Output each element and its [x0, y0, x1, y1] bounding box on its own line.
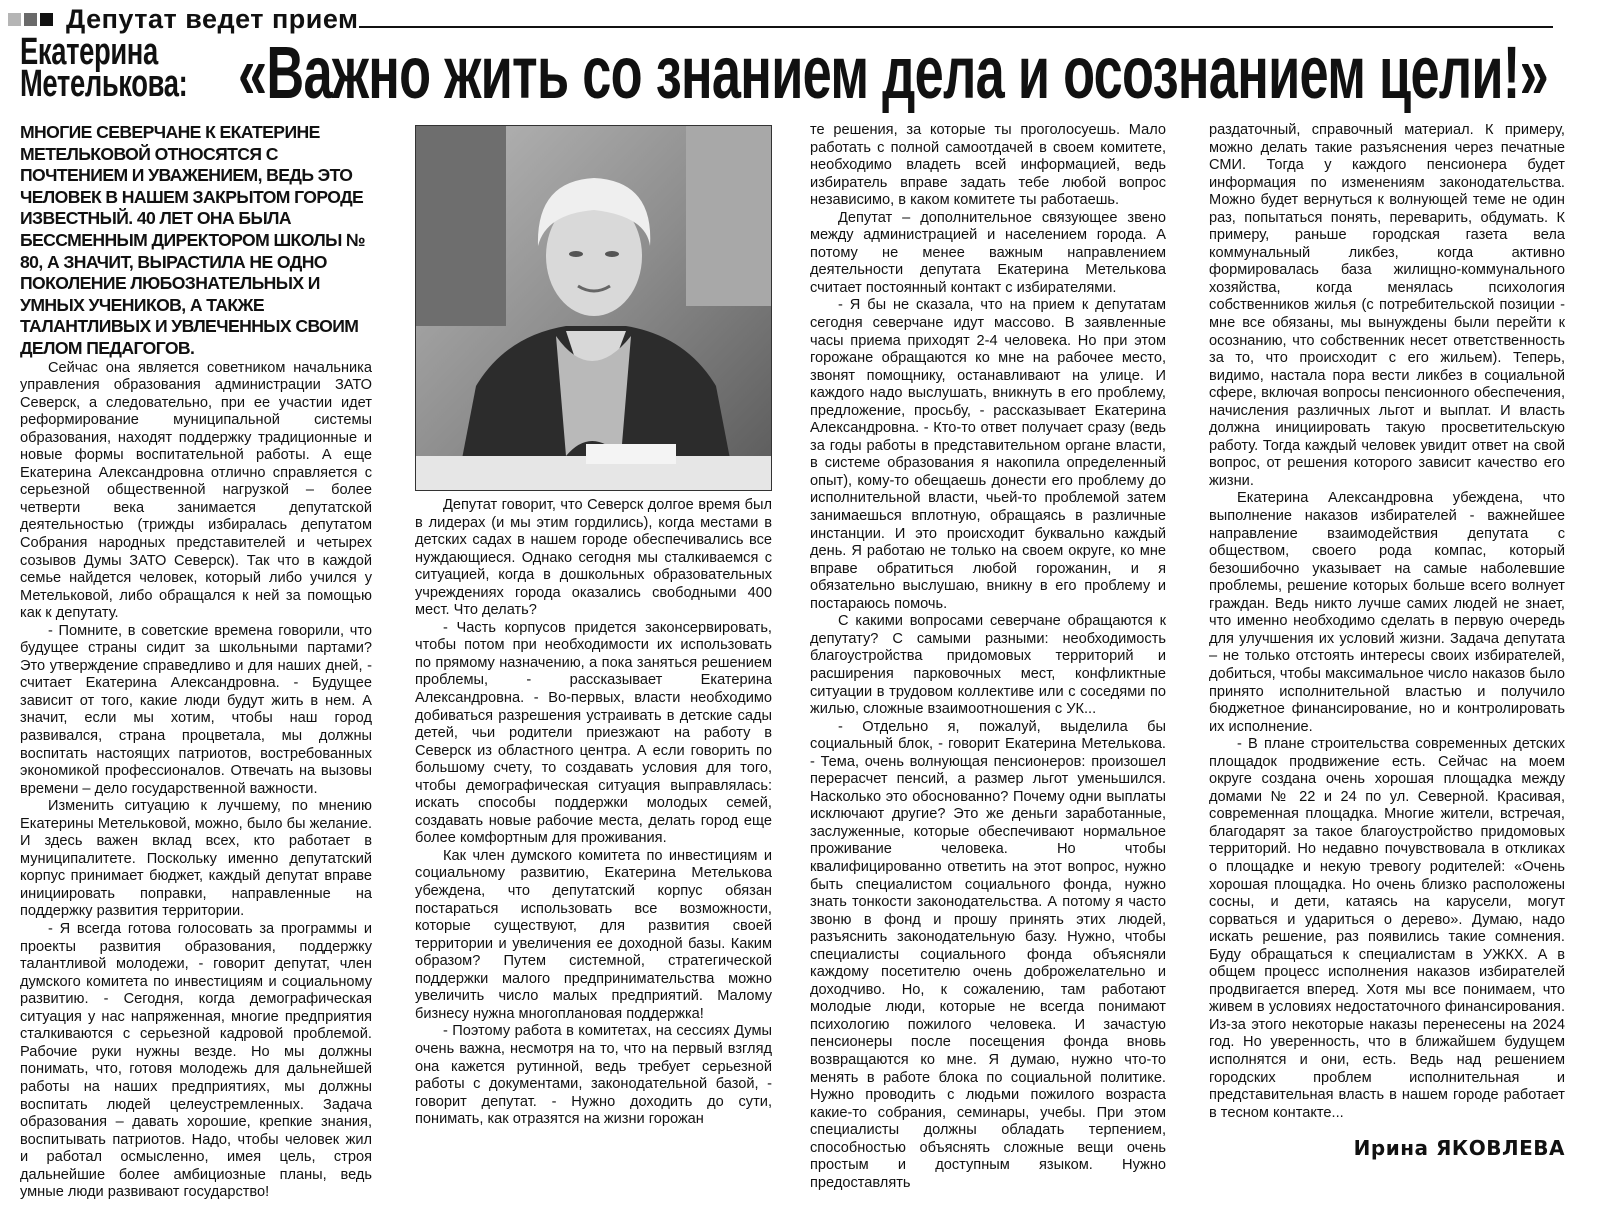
- article-paragraph: Депутат говорит, что Северск долгое время был в лидерах (и мы этим гордились), когда местами в детских садах в нашем городе обеспечивались все нуждающиеся. Однако сегодня мы сталкиваемся с ситуацией, когда в дошкольных образовательных учреждениях города оказались свободными 400 мест. Что делать?: [415, 497, 772, 619]
- article-column-4: [1209, 122, 1565, 1122]
- portrait-photo-icon: [416, 126, 771, 490]
- article-column-1: [20, 360, 372, 1202]
- interviewee-name: [20, 31, 188, 105]
- column-4-stack: [1209, 122, 1565, 1160]
- byline: [1354, 1136, 1565, 1160]
- article-paragraph: - Я всегда готова голосовать за программы и проекты развития образования, поддержку талантливой молодежи, - говорит депутат, член думского комитета по инвестициям и социальному развитию. - Сегодня, когда демографическая ситуация у нас напряженная, многие предприятия сталкиваются с серьезной кадровой проблемой. Рабочие руки нужны везде. Но мы должны понимать, что, готовя молодежь для дальнейшей работы на наших предприятиях, мы должны воспитать людей целеустремленных. Задача образования – давать хорошие, крепкие знания, воспитывать патриотов. Надо, чтобы человек жил и работал осмысленно, имея цель, строя дальнейшие более амбициозные планы, ведь умные люди развивают государство!: [20, 921, 372, 1201]
- article-column-3: [810, 122, 1166, 1192]
- byline-last-name: ЯКОВЛЕВА: [1436, 1136, 1565, 1161]
- article-paragraph: - Поэтому работа в комитетах, на сессиях Думы очень важна, несмотря на то, что на первый взгляд она кажется рутинной, ведь требует серьезной работы с документами, законодательной базой, - говорит депутат. - Нужно доходить до сути, понимать, как отразятся на жизни горожан: [415, 1023, 772, 1128]
- article-paragraph: Как член думского комитета по инвестициям и социальному развитию, Екатерина Метелькова убеждена, что депутатский корпус обязан постараться использовать все возможности, которые существуют, для развития своей территории и увеличения ее доходной базы. Каким образом? Путем системной, стратегической поддержки малого предпринимательства можно увеличить число малых предприятий. Малому бизнесу нужна многоплановая поддержка!: [415, 847, 772, 1022]
- article-paragraph: Сейчас она является советником начальника управления образования администрации ЗАТО Северск, а следовательно, при ее участии идет реформирование муниципальной системы образования, находят поддержку традиционные и новые формы воспитательной работы. А еще Екатерина Александровна отлично справляется с серьезной общественной нагрузкой – более четверти века занимается депутатской деятельностью (трижды избиралась депутатом Собрания народных представителей и четырех созывов Думы ЗАТО Северск). Так что в каждой семье найдется человек, который либо учился у Метельковой, либо обращался к ней за помощью как к депутату.: [20, 359, 372, 622]
- article-paragraph: - Отдельно я, пожалуй, выделила бы социальный блок, - говорит Екатерина Метелькова. - Тема, очень волнующая пенсионеров: произошел перерасчет пенсий, а размер льгот уменьшился. Насколько это обоснованно? Почему одни выплаты исключают другие? Это же деньги заработанные, заслуженные, которые обеспечивают нормальное проживание человека. Но чтобы квалифицированно ответить на этот вопрос, нужно быть специалистом социального фонда, нужно знать тонкости законодательства. А потому я часто звоню в фонд и прошу принять этих людей, разъяснить законодательную базу. Нужно, чтобы специалисты социального фонда объясняли каждому посетителю очень доброжелательно и доходчиво. Но, к сожалению, там работают молодые люди, которые не всегда понимают психологию пожилого человека. И зачастую пенсионеры после посещения фонда вновь возвращаются ко мне. Я думаю, нужно что-то менять в работе блока по социальной политике. Нужно проводить с людьми пожилого возраста какие-то собрания, семинары, учебы. При этом специалисты должны обладать терпением, способностью объяснять сложные вещи очень простым и доступным языком. Нужно предоставлять: [810, 718, 1166, 1191]
- lead-paragraph: [20, 122, 372, 360]
- article-paragraph: Депутат – дополнительное связующее звено между администрацией и населением города. А потому не менее важным направлением деятельности депутата Екатерина Метелькова считает постоянный контакт с избирателями.: [810, 209, 1166, 296]
- rubric-label: Депутат ведет прием: [66, 4, 359, 34]
- name-line-1: Екатерина: [20, 31, 158, 73]
- column-3-stack: [810, 122, 1166, 1192]
- rubric: [8, 4, 1553, 34]
- column-1-stack: [20, 122, 372, 1202]
- article-paragraph: те решения, за которые ты проголосуешь. Мало работать с полной самоотдачей в своем комитете, необходимо владеть всей информацией, ведь избиратель вправе задать тебе любой вопрос независимо, в каком комитете ты работаешь.: [810, 122, 1166, 209]
- byline-first-name: Ирина: [1353, 1136, 1429, 1161]
- article-paragraph: Екатерина Александровна убеждена, что выполнение наказов избирателей - важнейшее направление взаимодействия депутата с обществом, своего рода компас, который безошибочно указывает на самые наболевшие проблемы, решение которых больше всего волнует граждан. Ведь никто лучше самих людей не знает, что именно необходимо сделать в первую очередь для улучшения их условий жизни. Задача депутата – не только отстоять интересы своих избирателей, добиться, чтобы максимальное число наказов было принято исполнительной властью и получило бюджетное финансирование, но и контролировать их исполнение.: [1209, 490, 1565, 735]
- name-line-2: Метелькова:: [20, 63, 188, 105]
- headline: «Важно жить со знанием дела и осознанием цели!»: [238, 31, 1548, 114]
- article-column-2: [415, 497, 772, 1129]
- article-paragraph: - В плане строительства современных детских площадок продвижение есть. Сейчас на моем округе создана очень хорошая площадка между домами № 22 и 24 по ул. Северной. Красивая, современная площадка. Многие жители, встречая, благодарят за такое благоустройство придомовых территорий. Но недавно почувствовала в откликах о площадке и некую тревогу родителей: «Очень хорошая площадка. Но очень близко расположены сосны, и дети, катаясь на карусели, могут сорваться и удариться о дерево». Думаю, надо искать решение, раз появились такие сомнения. Буду обращаться к специалистам в УЖКХ. А в общем процесс исполнения наказов избирателей продвигается вперед. Хотя мы все понимаем, что живем в условиях недостаточного финансирования. Из-за этого некоторые наказы перенесены на 2024 год. Но уверенность, что в ближайшем будущем исполнятся и они, есть. Ведь над решением городских проблем исполнительная и представительная власть в нашем городе работает в тесном контакте...: [1209, 736, 1565, 1121]
- lead-text: МНОГИЕ СЕВЕРЧАНЕ К ЕКАТЕРИНЕ МЕТЕЛЬКОВОЙ ОТНОСЯТСЯ С ПОЧТЕНИЕМ И УВАЖЕНИЕМ, ВЕДЬ ЭТО ЧЕЛОВЕК В НАШЕМ ЗАКРЫТОМ ГОРОДЕ ИЗВЕСТНЫЙ. 40 ЛЕТ ОНА БЫЛА БЕССМЕННЫМ ДИРЕКТОРОМ ШКОЛЫ № 80, А ЗНАЧИТ, ВЫРАСТИЛА НЕ ОДНО ПОКОЛЕНИЕ ЛЮБОЗНАТЕЛЬНЫХ И УМНЫХ УЧЕНИКОВ, А ТАКЖЕ ТАЛАНТЛИВЫХ И УВЛЕЧЕННЫХ СВОИМ ДЕЛОМ ПЕДАГОГОВ.: [20, 122, 366, 358]
- article-paragraph: - Помните, в советские времена говорили, что будущее страны сидит за школьными партами? Это утверждение справедливо и для наших дней, - считает Екатерина Александровна. - Будущее зависит от того, какие люди будут жить в нем. А значит, если мы хотим, чтобы наш город развивался, страна процветала, мы должны воспитать настоящих патриотов, востребованных экономикой профессионалов. Отвечать на вызовы времени – дело государственной важности.: [20, 622, 372, 797]
- rubric-square-icon: [8, 13, 21, 26]
- rubric-square-icon: [24, 13, 37, 26]
- rubric-rule: [359, 26, 1553, 28]
- article-paragraph: раздаточный, справочный материал. К примеру, можно делать такие разъяснения через печатные СМИ. Тогда у каждого пенсионера будет информация по изменениям законодательства. Можно будет вернуться к волнующей теме не один раз, попытаться понять, переварить, обдумать. К примеру, раньше городская газета вела коммунальный ликбез, когда активно формировалась база жилищно-коммунального хозяйства, когда менялась психология собственников жилья (с потребительской позиции - мне все обязаны, мы вынуждены были перейти к осознанию, что собственник несет ответственность за то, что происходит с его жильем). Теперь, видимо, настала пора вести ликбез в социальной сфере, включая вопросы пенсионного обеспечения, начисления различных льгот и выплат. И власть должна инициировать такую просветительскую работу. Тогда каждый человек увидит ответ на свой вопрос, от решения которого зависит качество его жизни.: [1209, 122, 1565, 489]
- article-paragraph: - Я бы не сказала, что на прием к депутатам сегодня северчане идут массово. В заявленные часы приема приходят 2-4 человека. Но при этом горожане обращаются ко мне на рабочее место, звонят помощнику, останавливают на улице. И каждого надо выслушать, вникнуть в его проблему, предложение, просьбу, - рассказывает Екатерина Александровна. - Кто-то ответ получает сразу (ведь за годы работы в представительном органе власти, в системе образования я накопила определенный опыт), кому-то обещаешь донести его проблему до исполнительной власти, чьей-то проблемой затем занимаешься вплотную, обращаясь в различные инстанции. И это происходит буквально каждый день. Я работаю не только на своем округе, ко мне вправе обратиться любой горожанин, и я обязательно выслушаю, вникну в его проблему и постараюсь помочь.: [810, 297, 1166, 612]
- portrait-photo: [415, 125, 772, 491]
- article-paragraph: Изменить ситуацию к лучшему, по мнению Екатерины Метельковой, можно, было бы желание. И здесь важен вклад всех, кто работает в муниципалитете. Поскольку именно депутатский корпус принимает бюджет, каждый депутат вправе инициировать поправки, направленные на поддержку развития территории.: [20, 798, 372, 920]
- article-paragraph: - Часть корпусов придется законсервировать, чтобы потом при необходимости их использовать по прямому назначению, а пока заняться решением проблемы, - рассказывает Екатерина Александровна. - Во-первых, власти необходимо добиваться разрешения устраивать в детские сады детей, чьи родители приезжают на работу в Северск из областного центра. А если говорить по большому счету, то создавать условия для того, чтобы демографическая ситуация выправлялась: искать способы поддержки молодых семей, создавать новые рабочие места, делать город еще более комфортным для проживания.: [415, 619, 772, 847]
- rubric-square-icon: [40, 13, 53, 26]
- article-paragraph: С какими вопросами северчане обращаются к депутату? С самыми разными: необходимость благоустройства придомовых территорий и расширения парковочных мест, конфликтные ситуации в трудовом коллективе или с соседями по жилью, сложные взаимоотношения с УК...: [810, 613, 1166, 718]
- column-2-stack: [415, 125, 772, 1129]
